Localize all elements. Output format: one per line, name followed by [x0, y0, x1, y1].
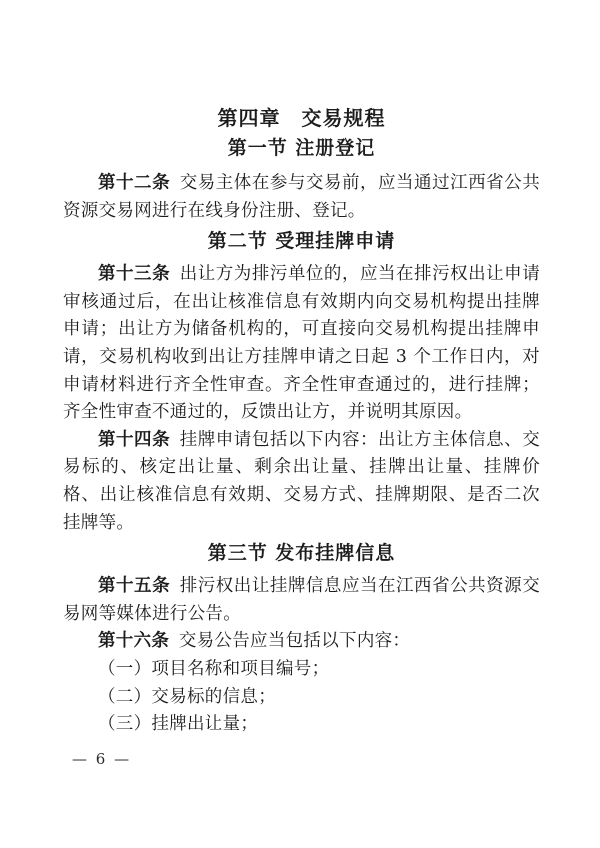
article-16-text: 交易公告应当包括以下内容：: [178, 631, 411, 652]
article-16: [63, 628, 540, 656]
article-15-text: 排污权出让挂牌信息应当在江西省公共资源交易网等媒体进行公告。: [63, 576, 541, 624]
section-heading-registration: 第一节 注册登记: [227, 137, 376, 159]
list-item-1: （一）项目名称和项目编号；: [98, 658, 330, 679]
article-15-number: 第十五条: [98, 576, 171, 597]
section-heading-publish-listing-info: 第三节 发布挂牌信息: [207, 542, 396, 565]
list-item-2: （二）交易标的信息；: [98, 686, 276, 707]
article-16-number: 第十六条: [98, 631, 170, 652]
article-15: [63, 573, 540, 628]
article-14: [63, 427, 540, 537]
page-number: — 6 —: [72, 750, 132, 768]
chapter-heading: 第四章 交易规程: [217, 106, 386, 130]
article-12: [63, 170, 540, 225]
article-12-number: 第十二条: [98, 173, 171, 193]
list-item-3: （三）挂牌出让量；: [98, 714, 259, 735]
article-13: [63, 261, 540, 427]
section-heading-listing-application: 第二节 受理挂牌申请: [207, 230, 396, 253]
article-13-text: 出让方为排污单位的，应当在排污权出让申请审核通过后，在出让核准信息有效期内向交易机构提出挂牌申请；出让方为储备机构的，可直接向交易机构提出挂牌申请，交易机构收到出让方挂牌申请之日起 3 个工作日内，对申请材料进行齐全性审查。齐全性审查通过的，进行挂牌；齐全性审查不通过的，反馈出让方，并说明其原因。: [63, 264, 541, 423]
article-14-number: 第十四条: [98, 429, 171, 450]
document-content: [63, 104, 540, 739]
article-14-text: 挂牌申请包括以下内容：出让方主体信息、交易标的、核定出让量、剩余出让量、挂牌出让量、挂牌价格、出让核准信息有效期、交易方式、挂牌期限、是否二次挂牌等。: [63, 429, 541, 533]
article-13-number: 第十三条: [98, 264, 171, 285]
article-12-text: 交易主体在参与交易前，应当通过江西省公共资源交易网进行在线身份注册、登记。: [63, 173, 541, 221]
